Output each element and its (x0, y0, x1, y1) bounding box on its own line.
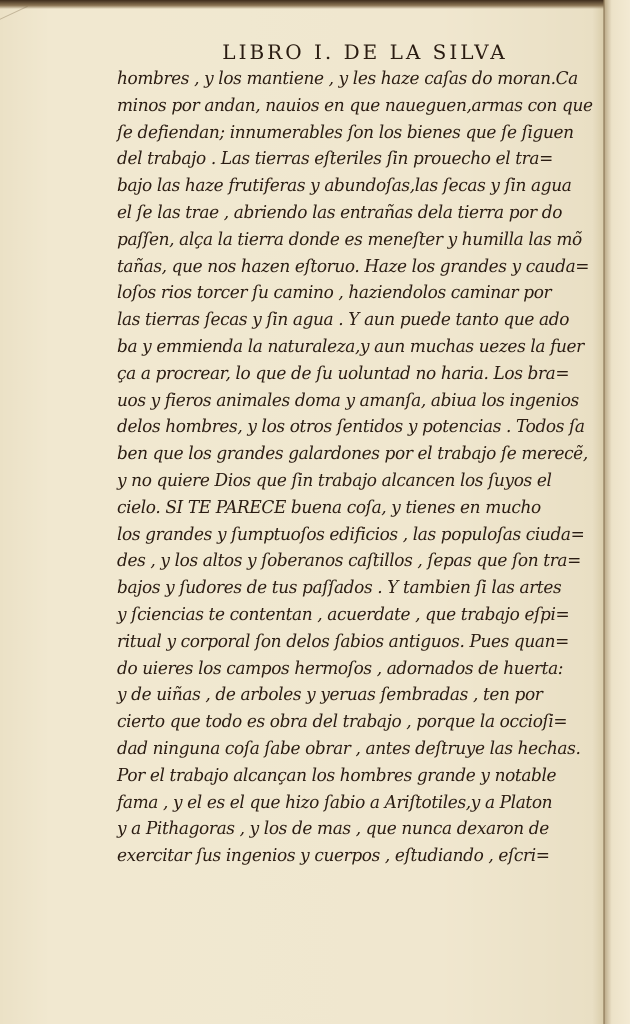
text-line: cierto que todo es obra del trabajo , porque la occioſi= (117, 711, 568, 733)
running-head: LIBRO I. DE LA SILVA (222, 40, 508, 64)
page-gutter (603, 0, 605, 1024)
text-line: ba y emmienda la naturaleza,y aun muchas uezes la fuer (117, 335, 584, 357)
facing-page-edge (604, 0, 630, 1024)
text-line: los grandes y ſumptuoſos edificios , las populoſas ciuda= (117, 523, 585, 545)
text-line: el ſe las trae , abriendo las entrañas dela tierra por do (117, 201, 563, 223)
text-line: hombres , y los mantiene , y les haze caſas do moran.Ca (117, 68, 578, 89)
text-line: fama , y el es el que hizo ſabio a Ariſtotiles,y a Platon (117, 791, 553, 813)
text-line: loſos rios torcer ſu camino , haziendolos caminar por (117, 282, 552, 304)
text-line: y de uiñas , de arboles y yeruas ſembradas , ten por (117, 684, 543, 706)
text-line: Por el trabajo alcançan los hombres grande y notable (117, 764, 557, 786)
text-line: exercitar ſus ingenios y cuerpos , eſtudiando , eſcri= (117, 845, 550, 867)
text-line: dad ninguna coſa ſabe obrar , antes deſtruye las hechas. (117, 737, 581, 759)
text-line: paſſen, alça la tierra donde es meneſter y humilla las mõ (117, 228, 582, 250)
top-edge-shadow (0, 0, 630, 9)
text-line: uos y fieros animales doma y amanſa, abiua los ingenios (117, 389, 579, 411)
text-line: minos por andan, nauios en que naueguen,armas con que (117, 94, 593, 116)
text-line: y ſciencias te contentan , acuerdate , que trabajo eſpi= (117, 603, 570, 625)
text-line: ça a procrear, lo que de ſu uoluntad no haria. Los bra= (117, 362, 570, 384)
body-text (117, 66, 593, 870)
text-line: tañas, que nos hazen eſtoruo. Haze los grandes y cauda= (117, 255, 590, 277)
text-line: delos hombres, y los otros ſentidos y potencias . Todos ſa (117, 416, 585, 438)
text-line: bajos y ſudores de tus paſſados . Y tambien ſi las artes (117, 577, 562, 599)
text-line: bajo las haze frutiferas y abundoſas,las ſecas y ſin agua (117, 175, 572, 197)
text-line: y no quiere Dios que ſin trabajo alcancen los ſuyos el (117, 469, 552, 491)
text-line: las tierras ſecas y ſin agua . Y aun puede tanto que ado (117, 309, 570, 331)
corner-crease (0, 6, 49, 69)
text-line: ben que los grandes galardones por el trabajo ſe merecẽ, (117, 443, 588, 465)
text-line: ſe defiendan; innumerables ſon los bienes que ſe ſiguen (117, 121, 574, 143)
text-line: ritual y corporal ſon delos ſabios antiguos. Pues quan= (117, 630, 569, 652)
text-line: del trabajo . Las tierras eſteriles ſin prouecho el tra= (117, 148, 553, 170)
text-line: y a Pithagoras , y los de mas , que nunca dexaron de (117, 818, 549, 840)
text-line: des , y los altos y ſoberanos caſtillos , ſepas que ſon tra= (117, 550, 581, 572)
text-line: do uieres los campos hermoſos , adornados de huerta: (117, 657, 564, 679)
text-line: cielo. SI TE PARECE buena coſa, y tienes en mucho (117, 496, 541, 518)
